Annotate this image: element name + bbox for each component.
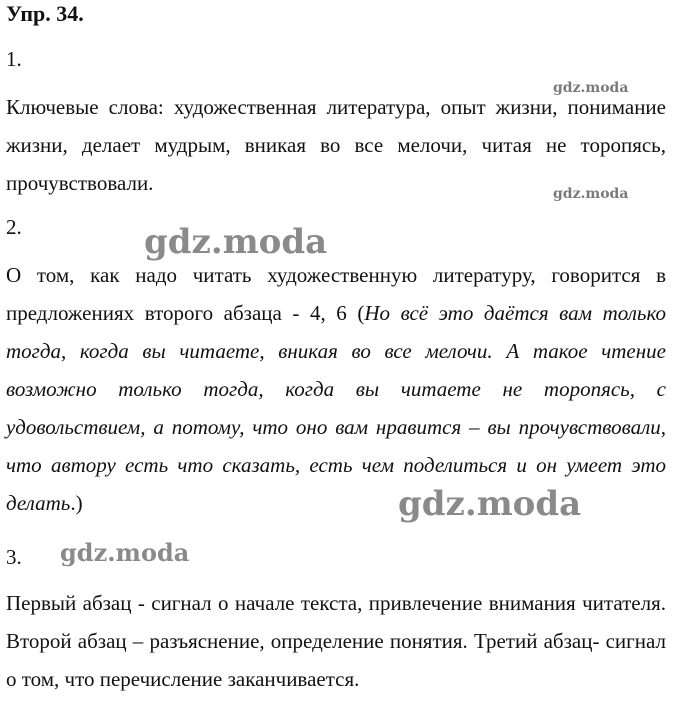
watermark-medium-1: gdz.moda [60, 538, 190, 567]
section-3-number: 3. [6, 545, 22, 569]
section-2-text [6, 256, 666, 522]
section-2-italic-quote: Но всё это даётся вам только тогда, когда вы читаете, вникая во все мелочи. А такое чтение возможно только тогда, когда вы читаете не торопясь, с удовольствием, а потому, что оно вам нравится – вы прочувствовали, что автору есть что сказать, есть чем поделиться и он умеет это делать [6, 301, 666, 515]
section-2-number: 2. [6, 215, 22, 239]
watermark-small-1: gdz.moda [553, 80, 629, 96]
watermark-large-1: gdz.moda [144, 222, 328, 262]
section-2-end: .) [70, 491, 83, 515]
section-1-text: Ключевые слова: художественная литература, опыт жизни, понимание жизни, делает мудрым, вникая во все мелочи, читая не торопясь, прочувствовали. [6, 95, 666, 195]
section-3-text: Первый абзац - сигнал о начале текста, привлечение внимания читателя. Второй абзац – разъяснение, определение понятия. Третий абзац- сигнал о том, что перечисление заканчивается. [6, 591, 666, 691]
exercise-title: Упр. 34. [6, 1, 84, 26]
watermark-large-2: gdz.moda [398, 484, 582, 524]
watermark-small-2: gdz.moda [553, 186, 629, 202]
section-2-plain: О том, как надо читать художественную литературу, говорится в предложениях второго абзаца - 4, 6 ( [6, 263, 666, 325]
section-1-number: 1. [6, 47, 22, 71]
